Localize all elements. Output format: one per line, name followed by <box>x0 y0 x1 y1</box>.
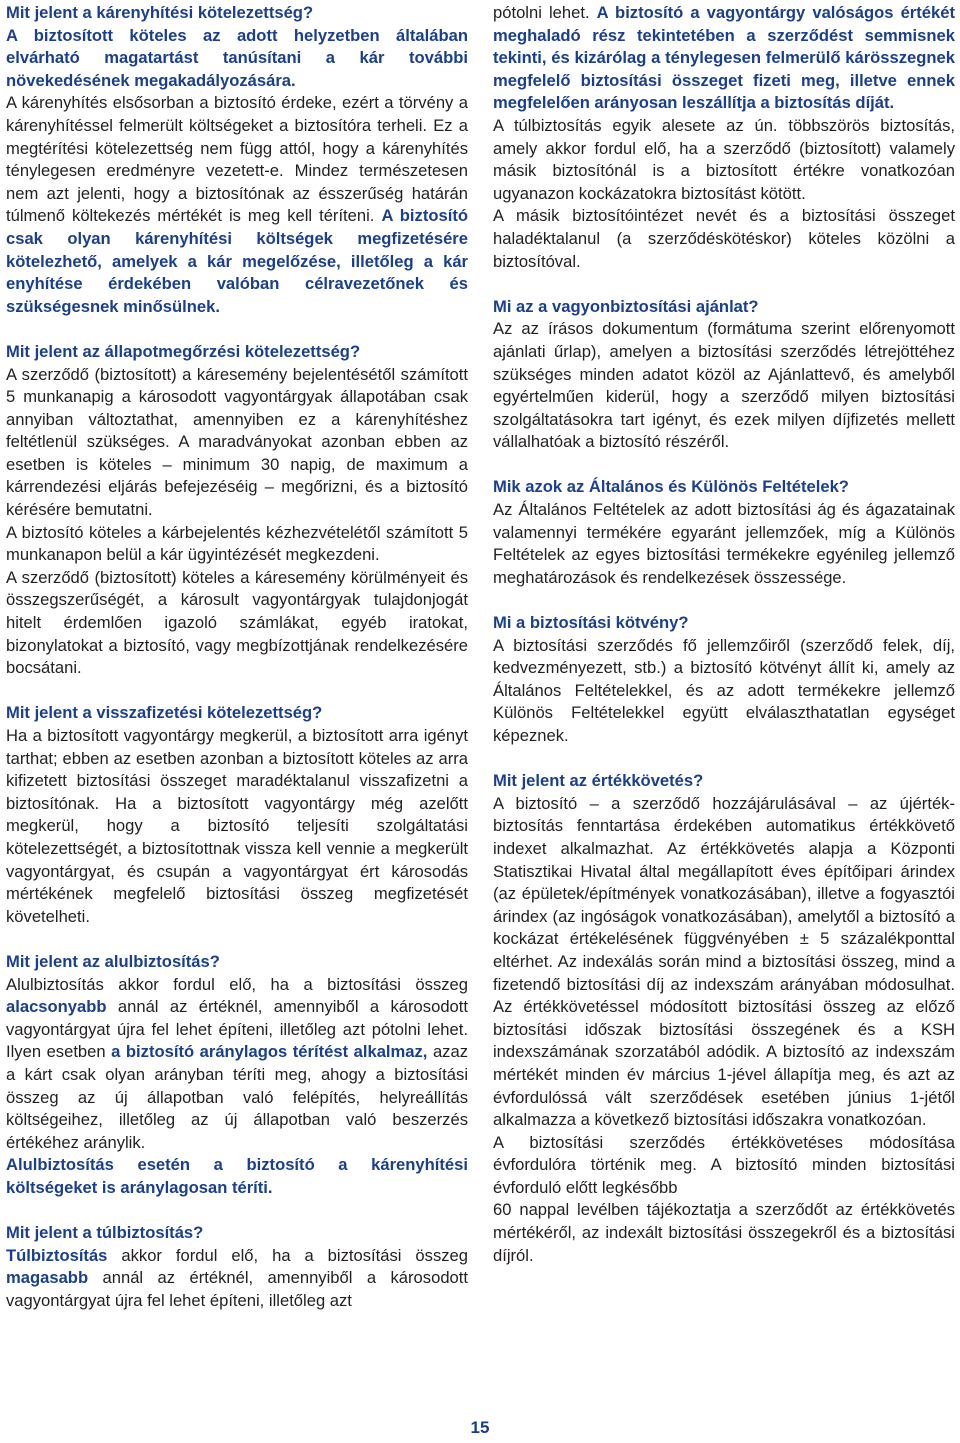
heading-kotveny: Mi a biztosítási kötvény? <box>493 613 689 633</box>
text-span: Alulbiztosítás akkor fordul elő, ha a biztosítási összeg <box>6 974 468 994</box>
bold-text-span: alacsonyabb <box>6 997 107 1017</box>
right-column <box>493 2 955 1267</box>
left-column <box>6 2 468 1312</box>
paragraph <box>6 1245 468 1313</box>
heading-ertekkovetes: Mit jelent az értékkövetés? <box>493 771 704 791</box>
paragraph: A másik biztosítóintézet nevét és a biztosítási összeget haladéktalanul (a szerződéskötéskor) köteles közölni a biztosítóval. <box>493 206 955 271</box>
text-span: azaz a kárt csak olyan arányban téríti meg, ahogy a biztosítási összeg az új állapotban való felépítés, helyreállítás költségeihez, illetőleg az új állapotban való beszerzés értékéhez aránylik. <box>6 1042 469 1152</box>
paragraph: A túlbiztosítás egyik alesete az ún. többszörös biztosítás, amely akkor fordul elő, ha a szerződő (biztosított) valamely másik biztosítónál is a biztosított értékre vonatkozóan ugyanazon kockázatokra biztosítást kötött. <box>493 115 955 203</box>
intro-bold-paragraph: A biztosított köteles az adott helyzetben általában elvárható magatartást tanúsítani a kár további növekedésének megakadályozására. <box>6 25 468 90</box>
paragraph: A biztosító – a szerződő hozzájárulásával – az újérték-biztosítás fenntartása érdekében automatikus értékkövető indexet alkalmazhat. Az értékkövetés alapja a Központi Statisztikai Hivatal által megállapított éves építőipari árindex (az épületek/építmények vonatkozásában), illetve a fogyasztói árindex (az ingóságok vonatkozásában), amelytől a biztosító a kockázat értékelésének függvényében ± 5 százalékponttal eltérhet. Az indexálás során mind a biztosítási összeg, mind a fizetendő biztosítási díj az indexszám arányában módosulhat. Az értékkövetéssel módosított biztosítási összeg az előző biztosítási időszak biztosítási összegének és a KSH indexszámának szorzatából adódik. A biztosító az indexszám mértékét minden év március 1-jével állapítja meg, és azt az évfordulóssá vált szerződések esetében június 1-jétől alkalmazza a következő biztosítási időszakra vonatkozóan. <box>493 793 955 1130</box>
bold-text-span: a biztosító aránylagos térítést alkalmaz, <box>111 1042 428 1062</box>
text-span: A kárenyhítés elsősorban a biztosító érdeke, ezért a törvény a kárenyhítéssel felmerült költségeket a biztosítóra terheli. Ez a megtérítési kötelezettség nem függ attól, hogy a kárenyhítés ténylegesen eredményre vezetett-e. Mindez természetesen nem azt jelenti, hogy a biztosítónak az ésszerűség határán túlmenő költekezés mértékét is meg kell téríteni. <box>6 93 468 226</box>
paragraph: A biztosítási szerződés fő jellemzőiről (szerződő felek, díj, kedvezményezett, stb.) a biztosító kötvényt állít ki, amely az Általános Feltételekkel, és az adott termékekre jellemző Különös Feltételekkel együtt elválaszthatatlan egységet képeznek. <box>493 635 955 745</box>
paragraph: A szerződő (biztosított) a káresemény bejelentésétől számított 5 munkanapig a károsodott vagyontárgyak állapotában csak annyiban változtathat, amennyiben ez a kárenyhítéshez feltétlenül szükséges. A maradványokat azonban ebben az esetben is köteles – minimum 30 napig, de maximum a kárrendezési eljárás befejezéséig – megőrizni, és a biztosító kérésére bemutatni. <box>6 364 468 520</box>
text-span: annál az értéknél, amennyiből a károsodott vagyontárgyat újra fel lehet építeni, illetőleg azt <box>6 1268 468 1310</box>
text-span: akkor fordul elő, ha a biztosítási összeg <box>107 1245 468 1265</box>
paragraph <box>493 2 955 115</box>
paragraph <box>6 974 468 1155</box>
bold-text-span: Túlbiztosítás <box>6 1245 108 1265</box>
heading-tulbiztositas: Mit jelent a túlbiztosítás? <box>6 1223 204 1243</box>
heading-allapotmegorzesi: Mit jelent az állapotmegőrzési kötelezettség? <box>6 341 361 361</box>
bold-text-span: A biztosító csak olyan kárenyhítési költségek megfizetésére kötelezhető, amelyek a kár megelőzése, illetőleg a kár enyhítése érdekében valóban célravezetőnek és szükségesnek minősülnek. <box>6 206 469 316</box>
heading-ajanlat: Mi az a vagyonbiztosítási ajánlat? <box>493 296 759 316</box>
paragraph: A biztosítási szerződés értékkövetéses módosítása évfordulóra történik meg. A biztosító minden biztosítási évforduló előtt legkésőbb <box>493 1132 955 1197</box>
text-span: pótolni lehet. <box>493 3 597 22</box>
paragraph <box>6 92 468 318</box>
paragraph: A biztosító köteles a kárbejelentés kézhezvételétől számított 5 munkanapon belül a kár ügyintézését megkezdeni. <box>6 522 468 565</box>
bold-text-span: magasabb <box>6 1268 89 1288</box>
page-number: 15 <box>470 1418 490 1437</box>
paragraph: 60 nappal levélben tájékoztatja a szerződőt az értékkövetés mértékéről, az indexált biztosítási összegekről és a biztosítási díjról. <box>493 1200 955 1265</box>
heading-alulbiztositas: Mit jelent az alulbiztosítás? <box>6 951 220 971</box>
heading-karenyhitesi: Mit jelent a kárenyhítési kötelezettség? <box>6 3 314 22</box>
bold-paragraph: Alulbiztosítás esetén a biztosító a kárenyhítési költségeket is aránylagosan téríti. <box>6 1155 468 1197</box>
bold-text-span: A biztosító a vagyontárgy valóságos értékét meghaladó rész tekintetében a szerződést semmisnek tekinti, és kizárólag a ténylegesen felmerülő kárösszegnek megfelelő biztosítási összeget fizeti meg, illetve ennek megfelelően arányosan leszállítja a biztosítás díját. <box>493 3 955 113</box>
text-span: annál az értéknél, amennyiből a károsodott vagyontárgyat újra fel lehet építeni, illetőleg azt pótolni lehet. Ilyen esetben <box>6 997 468 1062</box>
paragraph: Ha a biztosított vagyontárgy megkerül, a biztosított arra igényt tarthat; ebben az esetben azonban a biztosított köteles az arra kifizetett biztosítási összeget maradéktalanul visszafizetni a biztosítónak. Ha a biztosított vagyontárgy még azelőtt megkerül, hogy a biztosító teljesíti szolgáltatási kötelezettségét, a biztosítottnak vissza kell vennie a megkerült vagyontárgyat, és csupán a vagyontárgyat ért károsodás mértékének megfelelő biztosítási összeg megfizetését követelheti. <box>6 726 468 926</box>
paragraph: A szerződő (biztosított) köteles a káresemény körülményeit és összegszerűségét, a károsult vagyontárgyak tulajdonjogát hitelt érdemlően igazoló számlákat, egyéb iratokat, bizonylatokat a biztosító, vagy megbízottjának rendelkezésére bocsátani. <box>6 567 468 678</box>
heading-feltetelek: Mik azok az Általános és Különös Feltételek? <box>493 477 849 497</box>
paragraph: Az Általános Feltételek az adott biztosítási ág és ágazatainak valamennyi termékére egyaránt jellemzőek, míg a Különös Feltételek az egyes biztosítási termékekre egyénileg jellemző meghatározások és rendelkezések összessége. <box>493 500 955 587</box>
heading-visszafizetesi: Mit jelent a visszafizetési kötelezettség? <box>6 703 323 723</box>
paragraph: Az az írásos dokumentum (formátuma szerint előrenyomott ajánlati űrlap), amelyen a biztosítási szerződés létrejöttéhez szükséges minden adatot közöl az Ajánlattevő, és amelyből egyértelműen kiderül, hogy a szerződő milyen biztosítási szolgáltatásokra tart igényt, és ezek milyen díjfizetés mellett vállalhatóak a biztosító részéről. <box>493 319 955 452</box>
